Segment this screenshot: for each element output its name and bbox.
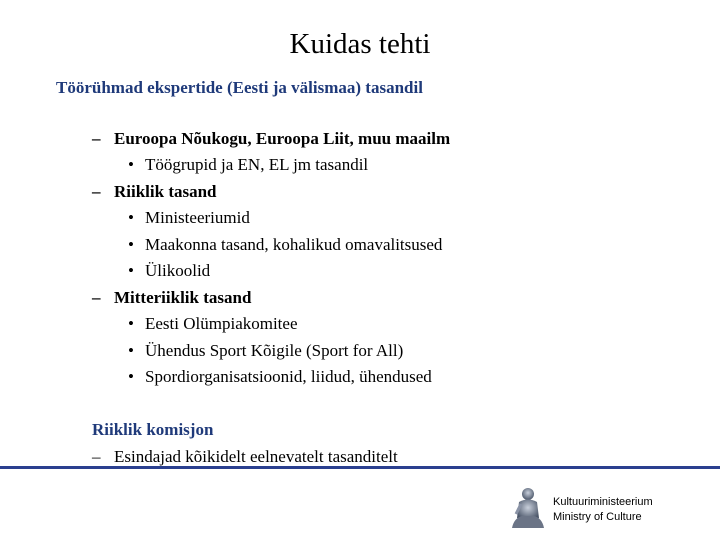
commission-item (92, 446, 398, 468)
level-mitteriiklik (92, 287, 251, 309)
list-item (128, 313, 298, 335)
list-item (128, 260, 210, 282)
list-item-text: Ministeeriumid (145, 208, 250, 227)
slide-subtitle: Töörühmad ekspertide (Eesti ja välismaa) tasandil (56, 78, 423, 97)
commission-item-text: Esindajad kõikidelt eelnevatelt tasanditelt (114, 447, 398, 466)
list-item (128, 154, 368, 176)
bullet-marker: • (128, 208, 134, 227)
list-item (128, 207, 250, 229)
footer-rule (0, 466, 720, 470)
level-label: Riiklik tasand (114, 182, 217, 201)
dash-marker: – (92, 447, 101, 466)
level-riiklik (92, 181, 217, 203)
bullet-marker: • (128, 367, 134, 386)
bullet-marker: • (128, 155, 134, 174)
bullet-marker: • (128, 261, 134, 280)
bullet-marker: • (128, 341, 134, 360)
level-label: Euroopa Nõukogu, Euroopa Liit, muu maailm (114, 129, 451, 148)
slide-title: Kuidas tehti (289, 28, 431, 60)
commission-heading: Riiklik komisjon (92, 420, 214, 439)
statue-logo-icon (508, 484, 548, 528)
ministry-name (553, 495, 653, 525)
list-item-text: Spordiorganisatsioonid, liidud, ühendused (145, 367, 432, 386)
list-item-text: Ülikoolid (145, 261, 211, 280)
list-item-text: Maakonna tasand, kohalikud omavalitsused (145, 235, 443, 254)
level-label: Mitteriiklik tasand (114, 288, 252, 307)
list-item (128, 340, 403, 362)
ministry-name-et: Kultuuriministeerium (553, 496, 653, 508)
ministry-name-en: Ministry of Culture (553, 511, 642, 523)
dash-marker: – (92, 288, 101, 307)
dash-marker: – (92, 182, 101, 201)
dash-marker: – (92, 129, 101, 148)
bullet-marker: • (128, 314, 134, 333)
list-item (128, 234, 442, 256)
list-item-text: Ühendus Sport Kõigile (Sport for All) (145, 341, 404, 360)
list-item-text: Eesti Olümpiakomitee (145, 314, 298, 333)
bullet-marker: • (128, 235, 134, 254)
level-euroopa (92, 128, 450, 150)
list-item-text: Töögrupid ja EN, EL jm tasandil (145, 155, 369, 174)
footer-rule-line (0, 466, 720, 469)
list-item (128, 366, 432, 388)
